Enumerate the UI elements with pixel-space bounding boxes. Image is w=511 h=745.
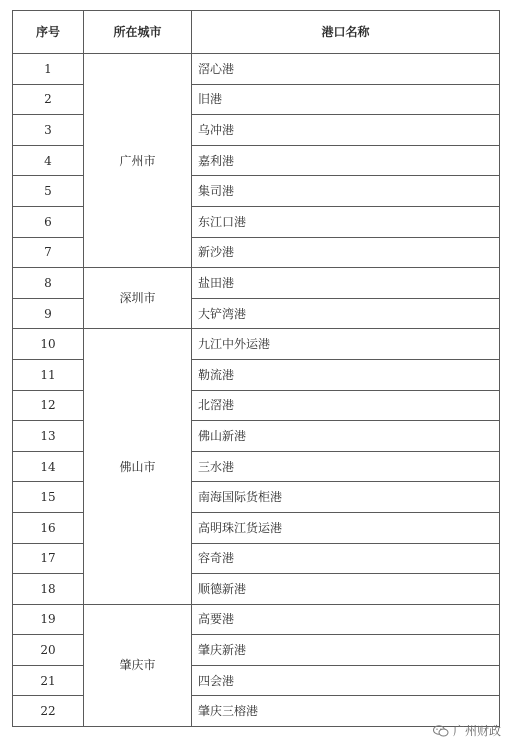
- row-number: 6: [13, 206, 84, 237]
- port-name: 大铲湾港: [192, 298, 500, 329]
- row-number: 13: [13, 421, 84, 452]
- port-name: 肇庆新港: [192, 635, 500, 666]
- header-port: 港口名称: [192, 11, 500, 54]
- port-name: 肇庆三榕港: [192, 696, 500, 727]
- table-row: [13, 604, 500, 635]
- table-row: [13, 268, 500, 299]
- ports-table: [12, 10, 500, 727]
- row-number: 5: [13, 176, 84, 207]
- row-number: 17: [13, 543, 84, 574]
- watermark: [433, 722, 501, 739]
- port-name: 九江中外运港: [192, 329, 500, 360]
- port-name: 四会港: [192, 665, 500, 696]
- row-number: 1: [13, 54, 84, 85]
- port-name: 新沙港: [192, 237, 500, 268]
- row-number: 18: [13, 574, 84, 605]
- table-row: [13, 329, 500, 360]
- port-name: 三水港: [192, 451, 500, 482]
- row-number: 9: [13, 298, 84, 329]
- row-number: 4: [13, 145, 84, 176]
- port-name: 高明珠江货运港: [192, 512, 500, 543]
- city-cell: 深圳市: [84, 268, 192, 329]
- city-cell: 广州市: [84, 54, 192, 268]
- header-no: 序号: [13, 11, 84, 54]
- port-name: 北滘港: [192, 390, 500, 421]
- port-name: 高要港: [192, 604, 500, 635]
- row-number: 3: [13, 115, 84, 146]
- table-body: [13, 54, 500, 727]
- port-name: 旧港: [192, 84, 500, 115]
- header-city: 所在城市: [84, 11, 192, 54]
- row-number: 20: [13, 635, 84, 666]
- port-name: 容奇港: [192, 543, 500, 574]
- city-cell: 肇庆市: [84, 604, 192, 726]
- row-number: 12: [13, 390, 84, 421]
- row-number: 2: [13, 84, 84, 115]
- port-name: 佛山新港: [192, 421, 500, 452]
- port-name: 盐田港: [192, 268, 500, 299]
- row-number: 22: [13, 696, 84, 727]
- port-name: 南海国际货柜港: [192, 482, 500, 513]
- port-name: 东江口港: [192, 206, 500, 237]
- city-cell: 佛山市: [84, 329, 192, 604]
- port-name: 乌冲港: [192, 115, 500, 146]
- row-number: 7: [13, 237, 84, 268]
- port-name: 嘉利港: [192, 145, 500, 176]
- row-number: 19: [13, 604, 84, 635]
- port-name: 勒流港: [192, 359, 500, 390]
- port-name: 滘心港: [192, 54, 500, 85]
- port-name: 集司港: [192, 176, 500, 207]
- wechat-icon: [433, 725, 449, 737]
- header-row: [13, 11, 500, 54]
- row-number: 11: [13, 359, 84, 390]
- row-number: 10: [13, 329, 84, 360]
- row-number: 15: [13, 482, 84, 513]
- row-number: 21: [13, 665, 84, 696]
- row-number: 8: [13, 268, 84, 299]
- watermark-text: 广州财政: [452, 724, 501, 738]
- port-name: 顺德新港: [192, 574, 500, 605]
- row-number: 16: [13, 512, 84, 543]
- row-number: 14: [13, 451, 84, 482]
- table-row: [13, 54, 500, 85]
